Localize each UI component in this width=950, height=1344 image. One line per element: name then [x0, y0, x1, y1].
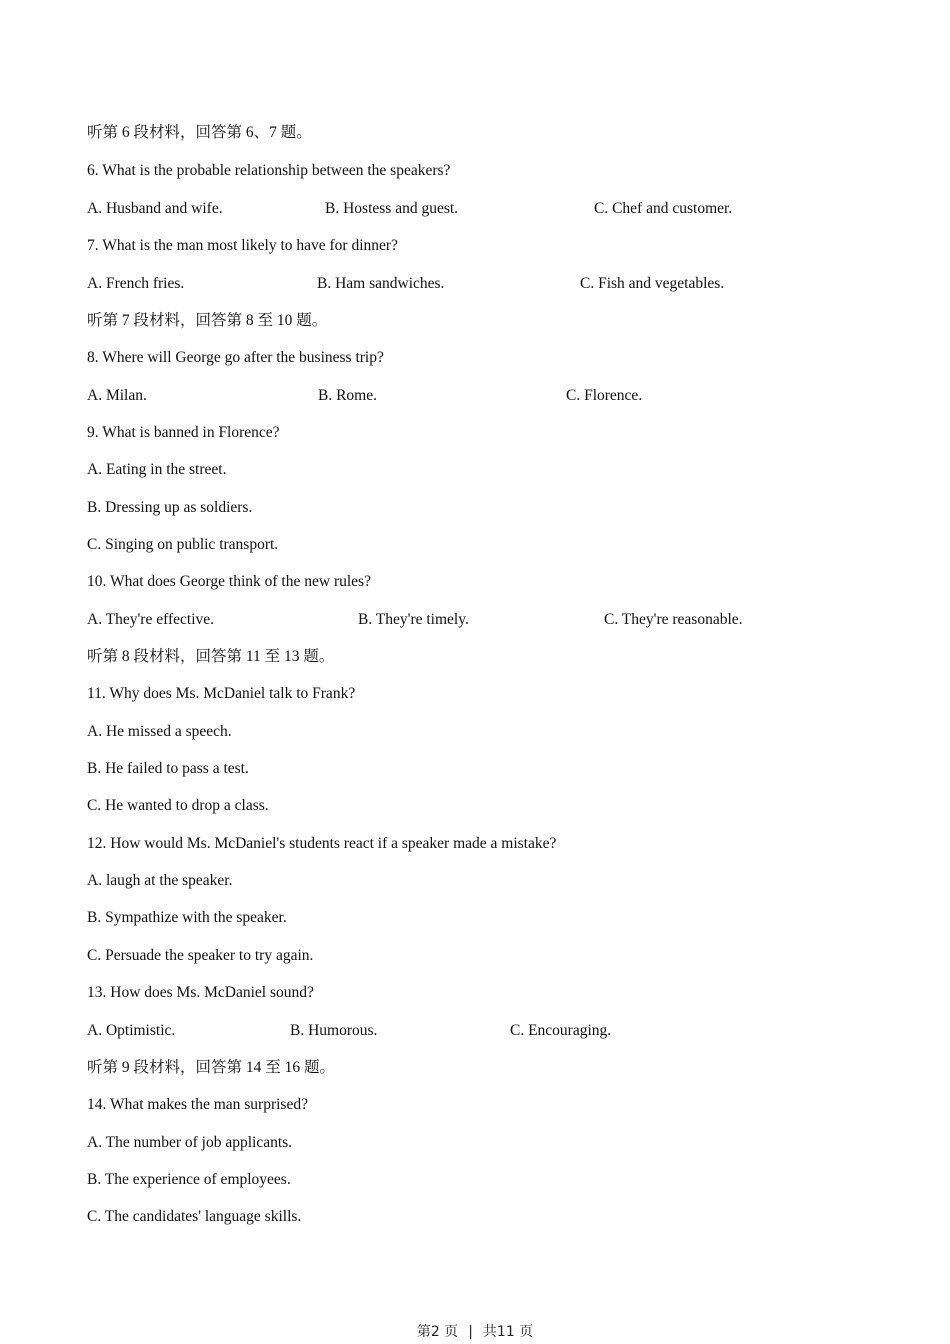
section-6-header: 听第 6 段材料，回答第 6、7 题。: [87, 124, 312, 141]
q8-option-c: C. Florence.: [566, 387, 643, 404]
q9-option-a: A. Eating in the street.: [87, 461, 227, 478]
question-6: 6. What is the probable relationship between the speakers?: [87, 162, 451, 179]
q8-option-b: B. Rome.: [318, 387, 377, 404]
q9-option-b: B. Dressing up as soldiers.: [87, 499, 253, 516]
section-8-header: 听第 8 段材料，回答第 11 至 13 题。: [87, 648, 335, 665]
q13-option-c: C. Encouraging.: [510, 1022, 612, 1039]
q11-option-a: A. He missed a speech.: [87, 723, 232, 740]
q10-option-c: C. They're reasonable.: [604, 611, 743, 628]
q12-option-c: C. Persuade the speaker to try again.: [87, 947, 314, 964]
page-footer: [0, 1322, 950, 1342]
q11-option-b: B. He failed to pass a test.: [87, 760, 249, 777]
q13-option-a: A. Optimistic.: [87, 1022, 176, 1039]
section-7-header: 听第 7 段材料，回答第 8 至 10 题。: [87, 312, 328, 329]
question-10: 10. What does George think of the new rules?: [87, 573, 371, 590]
question-14: 14. What makes the man surprised?: [87, 1096, 308, 1113]
q8-option-a: A. Milan.: [87, 387, 147, 404]
footer-separator: |: [468, 1324, 473, 1340]
page-number: 第2 页: [416, 1324, 459, 1340]
question-8: 8. Where will George go after the business trip?: [87, 349, 384, 366]
q12-option-a: A. laugh at the speaker.: [87, 872, 233, 889]
q6-option-a: A. Husband and wife.: [87, 200, 223, 217]
q10-option-b: B. They're timely.: [358, 611, 469, 628]
q14-option-a: A. The number of job applicants.: [87, 1134, 293, 1151]
q13-option-b: B. Humorous.: [290, 1022, 378, 1039]
question-7: 7. What is the man most likely to have for dinner?: [87, 237, 398, 254]
q7-option-a: A. French fries.: [87, 275, 185, 292]
q7-option-b: B. Ham sandwiches.: [317, 275, 445, 292]
q7-option-c: C. Fish and vegetables.: [580, 275, 725, 292]
question-11: 11. Why does Ms. McDaniel talk to Frank?: [87, 685, 356, 702]
q6-option-c: C. Chef and customer.: [594, 200, 733, 217]
question-12: 12. How would Ms. McDaniel's students react if a speaker made a mistake?: [87, 835, 557, 852]
question-9: 9. What is banned in Florence?: [87, 424, 280, 441]
q14-option-c: C. The candidates' language skills.: [87, 1208, 302, 1225]
q12-option-b: B. Sympathize with the speaker.: [87, 909, 287, 926]
section-9-header: 听第 9 段材料，回答第 14 至 16 题。: [87, 1059, 336, 1076]
q9-option-c: C. Singing on public transport.: [87, 536, 279, 553]
q11-option-c: C. He wanted to drop a class.: [87, 797, 269, 814]
q10-option-a: A. They're effective.: [87, 611, 215, 628]
page-total: 共11 页: [482, 1324, 534, 1340]
question-13: 13. How does Ms. McDaniel sound?: [87, 984, 314, 1001]
q6-option-b: B. Hostess and guest.: [325, 200, 459, 217]
q14-option-b: B. The experience of employees.: [87, 1171, 291, 1188]
